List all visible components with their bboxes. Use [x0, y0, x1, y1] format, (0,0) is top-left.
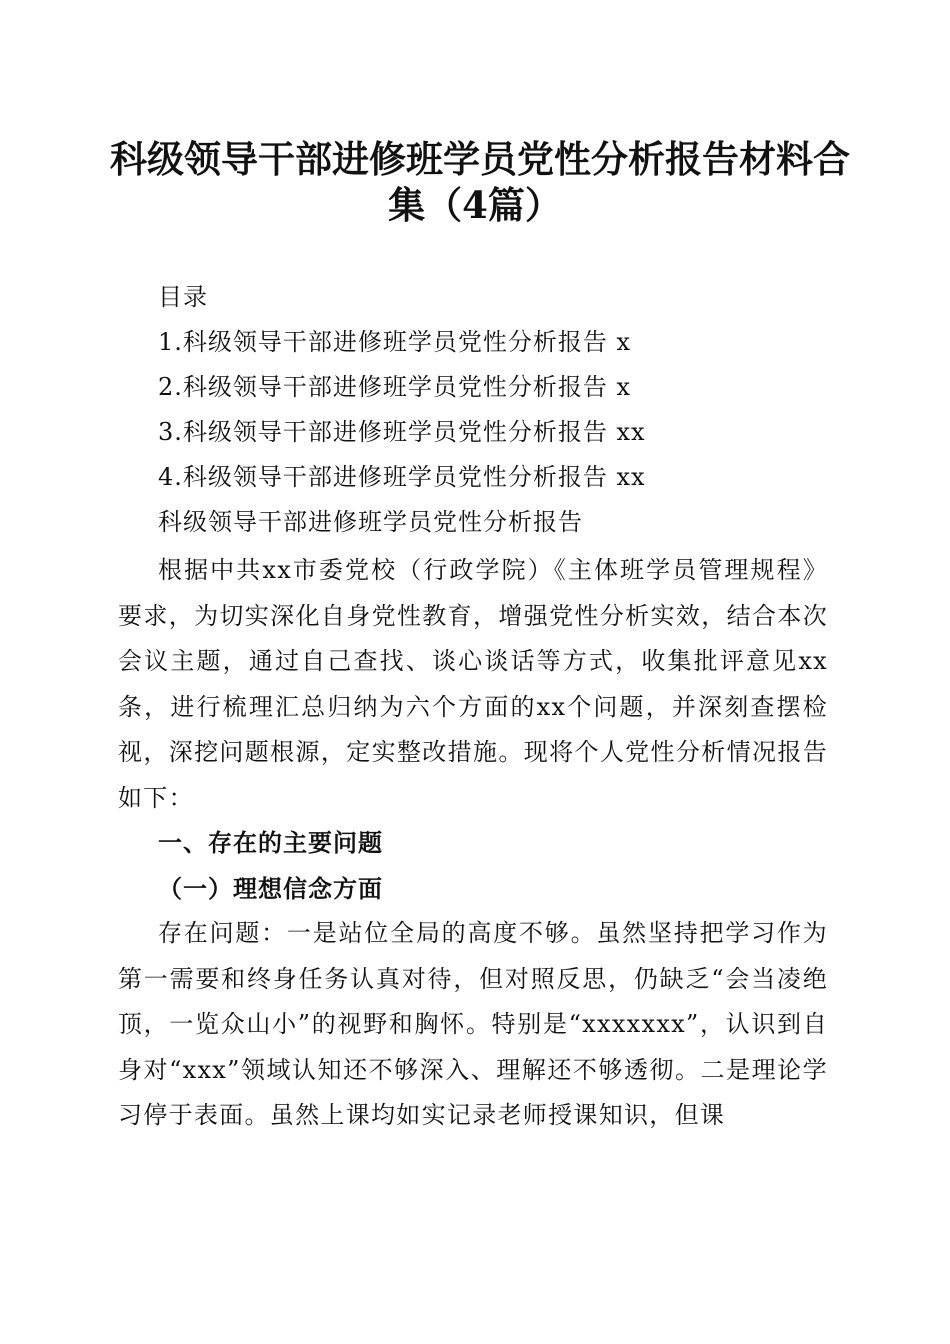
document-title-line-2: 集（4篇） [388, 183, 562, 227]
toc-heading: 目录 [158, 283, 208, 311]
toc-item: 2.科级领导干部进修班学员党性分析报告 x [158, 373, 632, 401]
report-title: 科级领导干部进修班学员党性分析报告 [158, 508, 583, 536]
toc-item: 4.科级领导干部进修班学员党性分析报告 xx [158, 463, 646, 491]
intro-paragraph: 根据中共xx市委党校（行政学院）《主体班学员管理规程》要求，为切实深化自身党性教育，增强党性分析实效，结合本次会议主题，通过自己查找、谈心谈话等方式，收集批评意见xx条，进行梳理汇总归纳为六个方面的xx个问题，并深刻查摆检视，深挖问题根源，定实整改措施。现将个人党性分析情况报告如下： [118, 556, 828, 812]
document-body [118, 548, 828, 1139]
subsection-heading: （一）理想信念方面 [158, 874, 383, 903]
toc-item: 3.科级领导干部进修班学员党性分析报告 xx [158, 418, 646, 446]
section-heading: 一、存在的主要问题 [158, 829, 383, 857]
table-of-contents [158, 280, 838, 550]
problem-paragraph: 存在问题：一是站位全局的高度不够。虽然坚持把学习作为第一需要和终身任务认真对待，但对照反思，仍缺乏“会当凌绝顶，一览众山小”的视野和胸怀。特别是“xxxxxxx”，认识到自身对“xxx”领域认知还不够深入、理解还不够透彻。二是理论学习停于表面。虽然上课均如实记录老师授课知识，但课 [118, 919, 828, 1129]
toc-item: 1.科级领导干部进修班学员党性分析报告 x [158, 328, 632, 356]
document-title-line-1: 科级领导干部进修班学员党性分析报告材料合 [110, 137, 850, 181]
document-title [110, 136, 850, 228]
